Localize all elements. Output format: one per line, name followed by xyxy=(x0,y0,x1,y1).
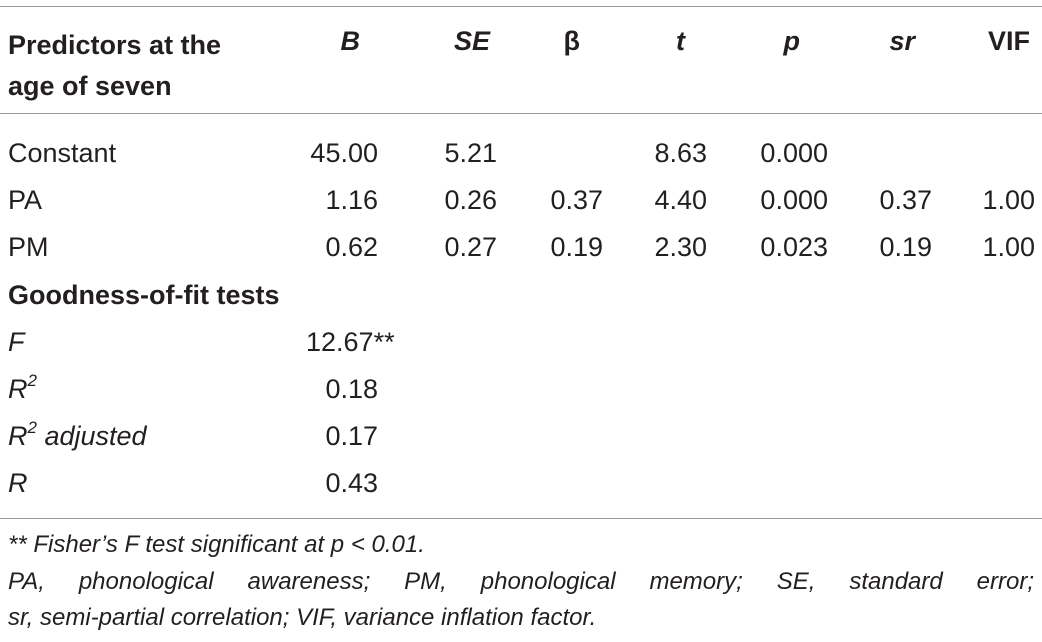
fit-value-f: 12.67** xyxy=(306,327,395,357)
table-top-rule xyxy=(0,6,1042,7)
cell-pm-se: 0.27 xyxy=(444,232,497,262)
goodness-of-fit-heading: Goodness-of-fit tests xyxy=(8,280,280,310)
superscript: 2 xyxy=(27,371,37,390)
row-label-pm: PM xyxy=(8,232,49,262)
cell-constant-se: 5.21 xyxy=(444,138,497,168)
cell-pa-t: 4.40 xyxy=(654,185,707,215)
cell-pm-sr: 0.19 xyxy=(879,232,932,262)
header-vif: VIF xyxy=(987,26,1030,56)
fit-value-r2-adjusted: 0.17 xyxy=(325,421,378,451)
cell-pm-t: 2.30 xyxy=(654,232,707,262)
fit-value-r: 0.43 xyxy=(325,468,378,498)
significance-note: ** Fisher’s F test significant at p < 0.01. xyxy=(8,531,425,558)
row-label-pa: PA xyxy=(8,185,43,215)
header-predictors: Predictors at the age of seven xyxy=(8,30,222,101)
fit-label-r2-adjusted: $R^2$ adjusted xyxy=(8,418,147,451)
cell-pm-vif: 1.00 xyxy=(982,232,1035,262)
header-t: t xyxy=(676,26,685,56)
cell-pa-se: 0.26 xyxy=(444,185,497,215)
cell-pa-p: 0.000 xyxy=(760,185,828,215)
cell-pa-vif: 1.00 xyxy=(982,185,1035,215)
header-b: B xyxy=(340,26,360,56)
abbreviations-note-line-1: PA, phonological awareness; PM, phonological memory; SE, standard error; xyxy=(8,568,1034,595)
superscript: 2 xyxy=(27,418,37,437)
cell-pa-b: 1.16 xyxy=(325,185,378,215)
cell-pa-sr: 0.37 xyxy=(879,185,932,215)
cell-constant-p: 0.000 xyxy=(760,138,828,168)
header-p: p xyxy=(783,26,800,56)
header-se: SE xyxy=(453,26,490,56)
fit-label-r: R xyxy=(8,468,28,498)
header-sr: sr xyxy=(889,26,915,56)
cell-pm-b: 0.62 xyxy=(325,232,378,262)
cell-pa-beta: 0.37 xyxy=(550,185,603,215)
abbreviations-note-line-2: sr, semi-partial correlation; VIF, variance inflation factor. xyxy=(8,604,597,631)
row-label-constant: Constant xyxy=(8,138,117,168)
cell-pm-beta: 0.19 xyxy=(550,232,603,262)
table-bottom-rule xyxy=(0,518,1042,519)
fit-label-r2: $R^2$ xyxy=(8,371,37,404)
header-bottom-rule xyxy=(0,113,1042,114)
cell-pm-p: 0.023 xyxy=(760,232,828,262)
fit-value-r2: 0.18 xyxy=(325,374,378,404)
cell-constant-t: 8.63 xyxy=(654,138,707,168)
fit-label-f: F xyxy=(8,327,25,357)
header-beta: β xyxy=(563,26,580,56)
cell-constant-b: 45.00 xyxy=(310,138,378,168)
